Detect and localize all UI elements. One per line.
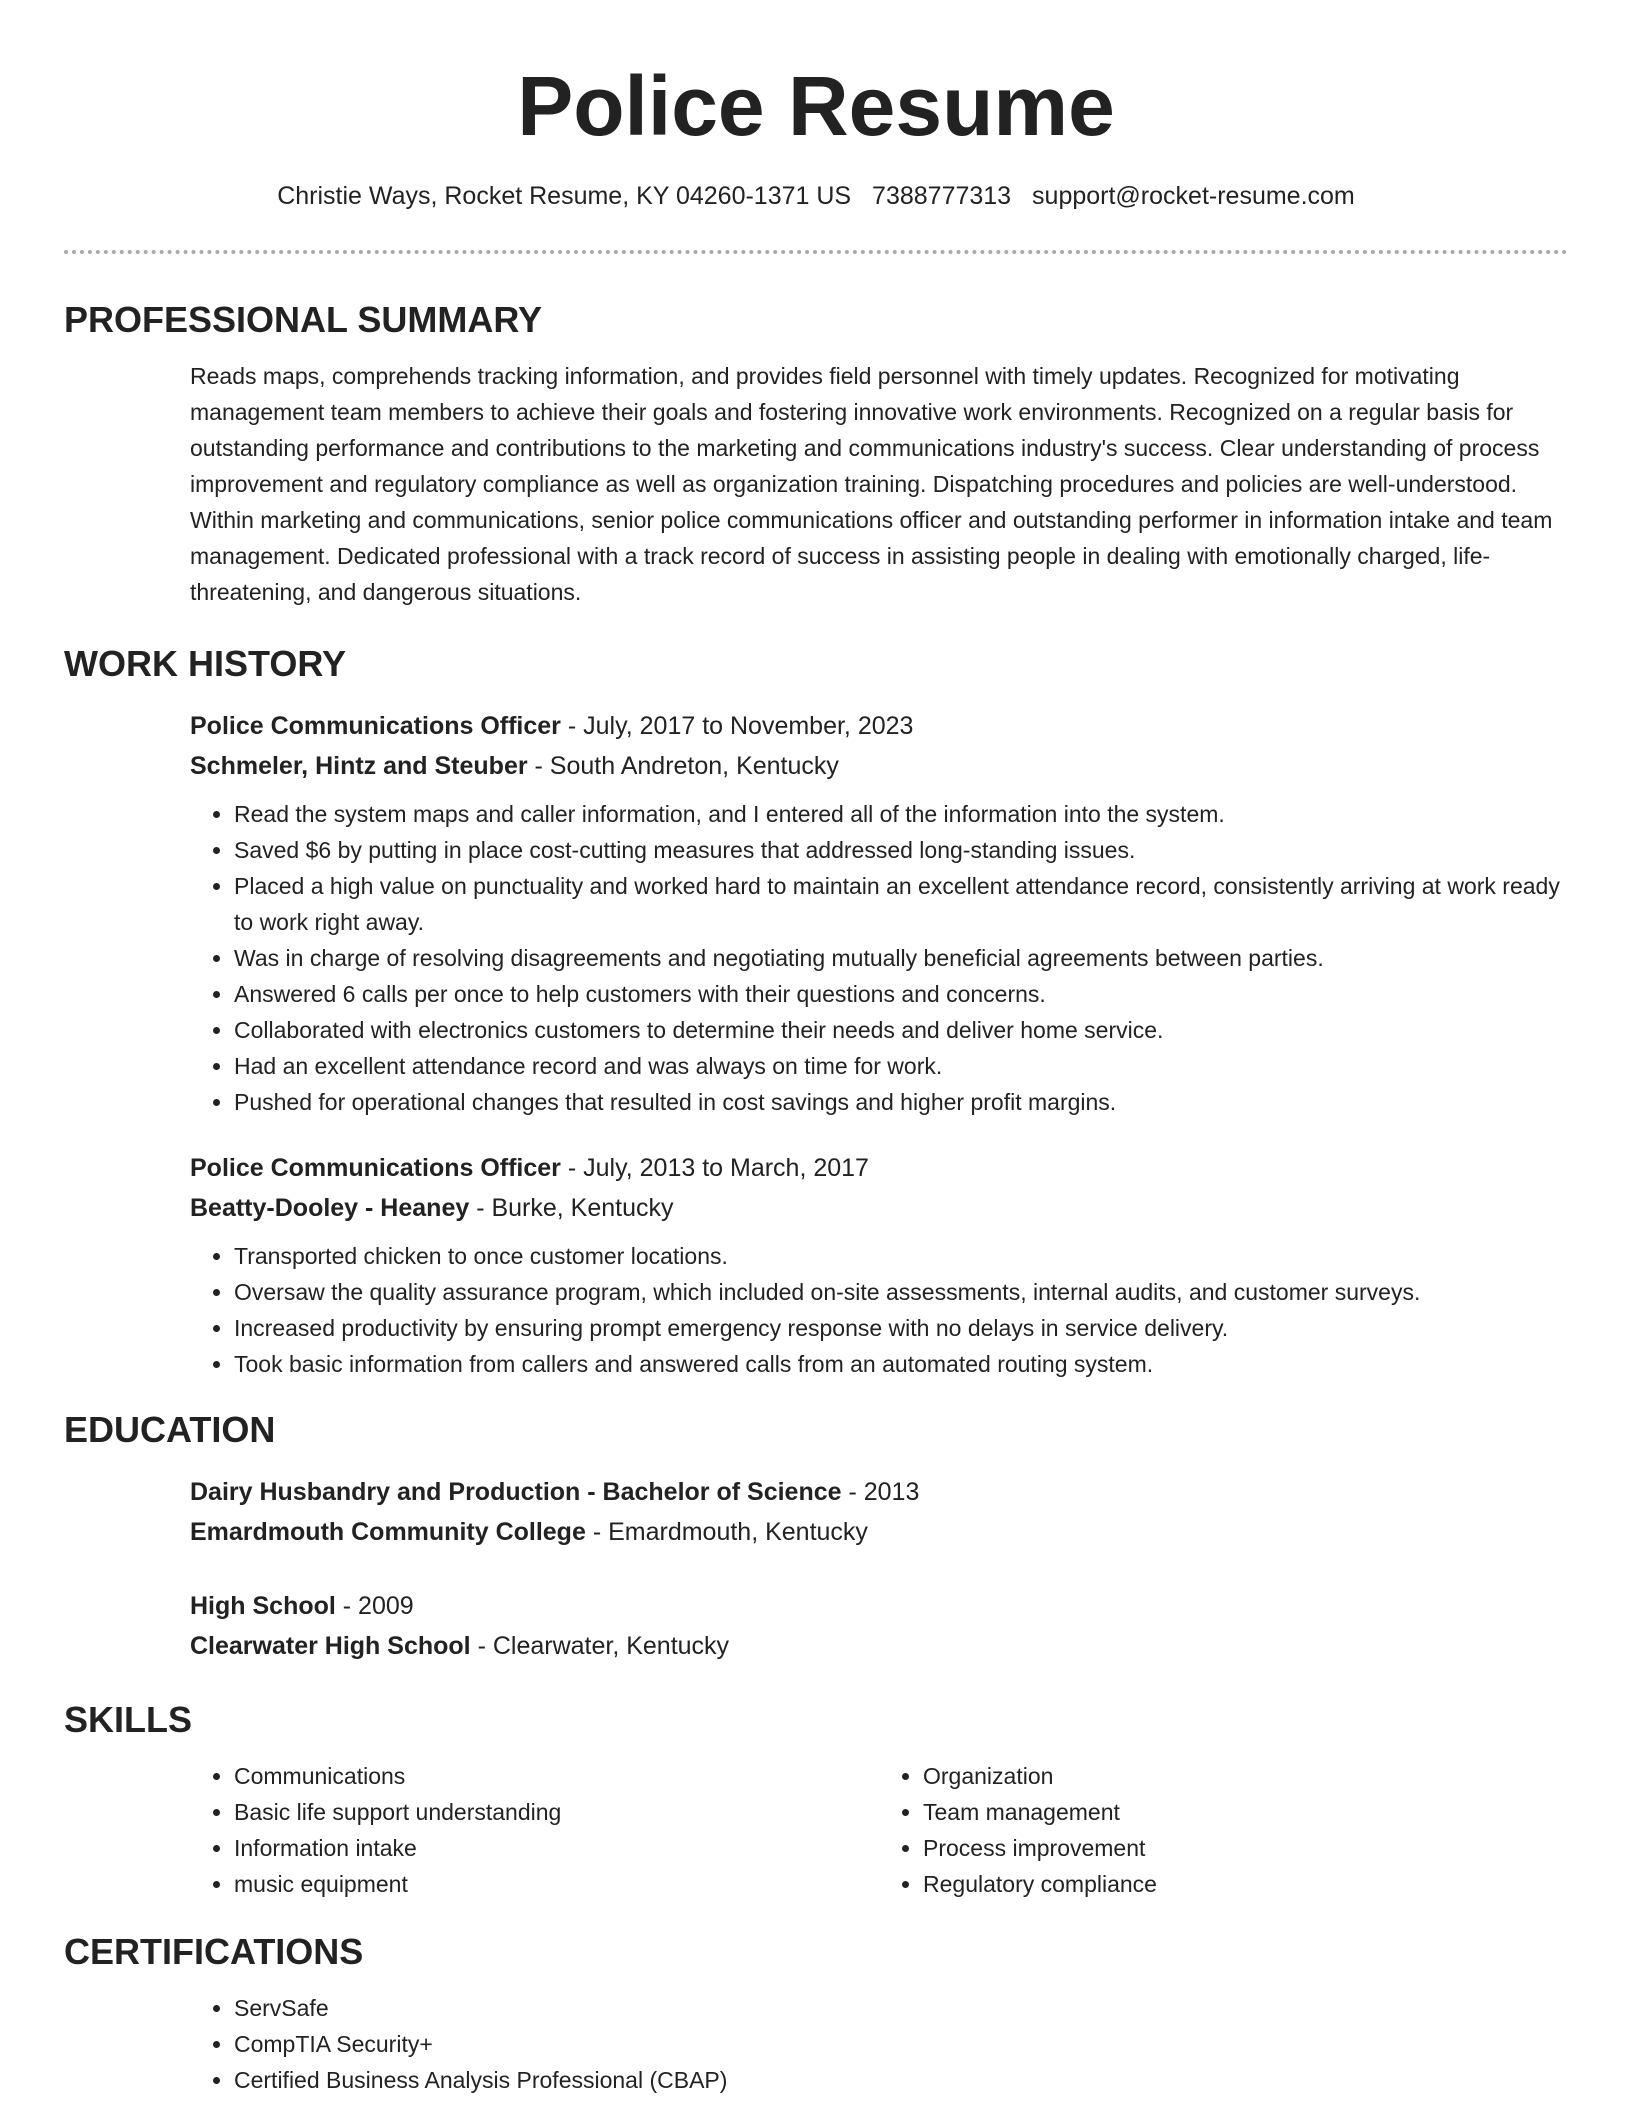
contact-phone: 7388777313 xyxy=(872,182,1012,210)
list-item: • Collaborated with electronics customers to determine their needs and deliver home service. xyxy=(234,1012,1568,1048)
work-history-section xyxy=(64,636,1568,1382)
list-item: • Certified Business Analysis Professional (CBAP) xyxy=(234,2062,1568,2098)
list-item: • music equipment xyxy=(234,1866,879,1902)
contact-email: support@rocket-resume.com xyxy=(1032,182,1355,210)
skills-column-left xyxy=(190,1758,879,1902)
degree-name: Dairy Husbandry and Production - Bachelor of Science xyxy=(190,1478,842,1506)
job-dates: - July, 2017 to November, 2023 xyxy=(560,712,914,740)
header-divider xyxy=(64,250,1568,254)
school-name: Clearwater High School xyxy=(190,1632,471,1660)
list-item: • Regulatory compliance xyxy=(923,1866,1568,1902)
school-name: Emardmouth Community College xyxy=(190,1518,586,1546)
list-item: • Team management xyxy=(923,1794,1568,1830)
skills-column-right xyxy=(879,1758,1568,1902)
school-location: - Emardmouth, Kentucky xyxy=(585,1518,868,1546)
list-item: • Transported chicken to once customer locations. xyxy=(234,1238,1568,1274)
job-title: Police Communications Officer xyxy=(190,1154,561,1182)
certifications-list xyxy=(190,1990,1568,2098)
list-item: • Oversaw the quality assurance program, which included on-site assessments, internal audits, and customer surveys. xyxy=(234,1274,1568,1310)
list-item: • Took basic information from callers and answered calls from an automated routing system. xyxy=(234,1346,1568,1382)
job-location: - South Andreton, Kentucky xyxy=(527,752,839,780)
summary-text: Reads maps, comprehends tracking information, and provides field personnel with timely updates. Recognized for motivating management team members to achieve their goals and fostering innovative work environments. Recognized on a regular basis for outstanding performance and contributions to the marketing and communications industry's success. Clear understanding of process improvement and regulatory compliance as well as organization training. Dispatching procedures and policies are well-understood. Within marketing and communications, senior police communications officer and outstanding performer in information intake and team management. Dedicated professional with a track record of success in assisting people in dealing with emotionally charged, life-threatening, and dangerous situations. xyxy=(190,363,1553,605)
job-entry xyxy=(190,706,1568,1120)
list-item: • Was in charge of resolving disagreements and negotiating mutually beneficial agreements between parties. xyxy=(234,940,1568,976)
job-duties-list xyxy=(190,1238,1568,1382)
education-heading: EDUCATION xyxy=(64,1409,276,1450)
list-item: • Read the system maps and caller information, and I entered all of the information into the system. xyxy=(234,796,1568,832)
education-entry xyxy=(190,1472,1568,1552)
job-title-line xyxy=(190,1148,1568,1188)
school-line xyxy=(190,1626,1568,1666)
list-item: • Increased productivity by ensuring prompt emergency response with no delays in service delivery. xyxy=(234,1310,1568,1346)
certifications-heading: CERTIFICATIONS xyxy=(64,1931,364,1972)
resume-content xyxy=(64,292,1568,2098)
skills-grid xyxy=(190,1758,1568,1902)
list-item: • Process improvement xyxy=(923,1830,1568,1866)
school-location: - Clearwater, Kentucky xyxy=(470,1632,730,1660)
degree-line xyxy=(190,1586,1568,1626)
job-company: Beatty-Dooley - Heaney xyxy=(190,1194,470,1222)
work-history-heading: WORK HISTORY xyxy=(64,643,347,684)
list-item: • Information intake xyxy=(234,1830,879,1866)
list-item: • ServSafe xyxy=(234,1990,1568,2026)
list-item: • Basic life support understanding xyxy=(234,1794,879,1830)
job-entry xyxy=(190,1148,1568,1382)
list-item: • Pushed for operational changes that resulted in cost savings and higher profit margins. xyxy=(234,1084,1568,1120)
resume-title: Police Resume xyxy=(517,59,1115,153)
list-item: • Had an excellent attendance record and was always on time for work. xyxy=(234,1048,1568,1084)
certifications-section xyxy=(64,1924,1568,2098)
summary-heading: PROFESSIONAL SUMMARY xyxy=(64,299,543,340)
degree-year: - 2013 xyxy=(841,1478,920,1506)
job-company: Schmeler, Hintz and Steuber xyxy=(190,752,528,780)
list-item: • Placed a high value on punctuality and worked hard to maintain an excellent attendance record, consistently arriving at work ready to work right away. xyxy=(234,868,1568,940)
degree-name: High School xyxy=(190,1592,336,1620)
list-item: • Answered 6 calls per once to help customers with their questions and concerns. xyxy=(234,976,1568,1012)
skills-heading: SKILLS xyxy=(64,1699,193,1740)
list-item: • Organization xyxy=(923,1758,1568,1794)
list-item: • Communications xyxy=(234,1758,879,1794)
job-dates: - July, 2013 to March, 2017 xyxy=(560,1154,869,1182)
summary-section xyxy=(64,292,1568,610)
job-company-line xyxy=(190,1188,1568,1228)
contact-line xyxy=(0,180,1632,212)
list-item: • Saved $6 by putting in place cost-cutting measures that addressed long-standing issues. xyxy=(234,832,1568,868)
job-title: Police Communications Officer xyxy=(190,712,561,740)
education-entry xyxy=(190,1586,1568,1666)
education-section xyxy=(64,1402,1568,1666)
job-title-line xyxy=(190,706,1568,746)
skills-section xyxy=(64,1692,1568,1902)
contact-address: Christie Ways, Rocket Resume, KY 04260-1371 US xyxy=(277,182,852,210)
school-line xyxy=(190,1512,1568,1552)
job-location: - Burke, Kentucky xyxy=(469,1194,674,1222)
list-item: • CompTIA Security+ xyxy=(234,2026,1568,2062)
degree-year: - 2009 xyxy=(335,1592,414,1620)
job-company-line xyxy=(190,746,1568,786)
degree-line xyxy=(190,1472,1568,1512)
job-duties-list xyxy=(190,796,1568,1120)
